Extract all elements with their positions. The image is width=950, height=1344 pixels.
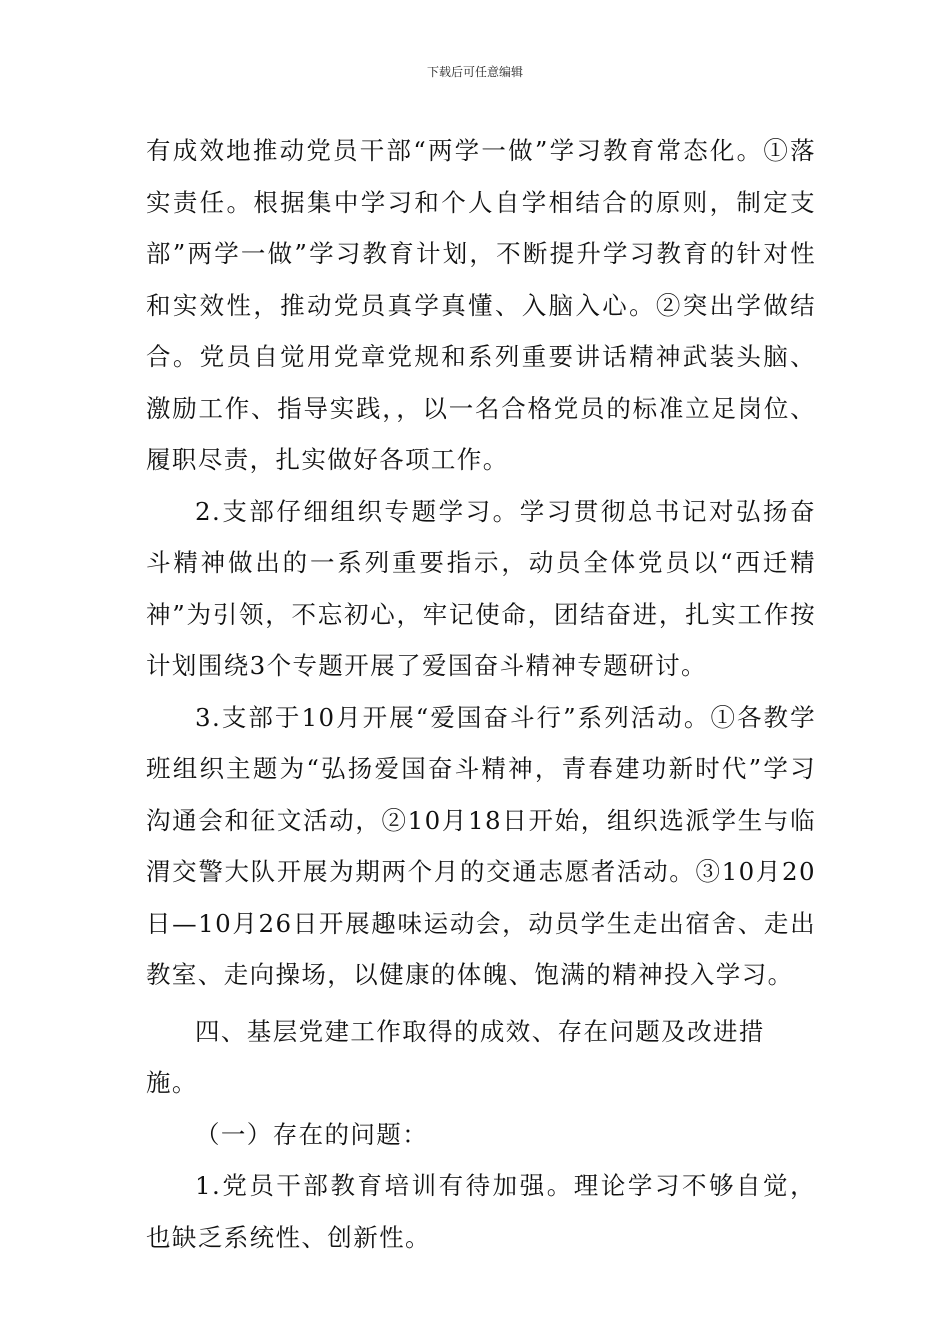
document-body: [146, 125, 816, 1263]
section-heading: 四、基层党建工作取得的成效、存在问题及改进措施。: [146, 1016, 765, 1097]
subsection-heading: （一）存在的问题：: [195, 1119, 429, 1149]
paragraph-item-3: 3.支部于10月开展“爱国奋斗行”系列活动。①各教学班组织主题为“弘扬爱国奋斗精神，青春建功新时代”学习沟通会和征文活动，②10月18日开始，组织选派学生与临渭交警大队开展为期两个月的交通志愿者活动。③10月20日—10月26日开展趣味运动会，动员学生走出宿舍、走出教室、走向操场，以健康的体魄、饱满的精神投入学习。: [146, 702, 816, 989]
paragraph-problem-1: 1.党员干部教育培训有待加强。理论学习不够自觉，也缺乏系统性、创新性。: [146, 1171, 816, 1252]
paragraph-item-2: 2.支部仔细组织专题学习。学习贯彻总书记对弘扬奋斗精神做出的一系列重要指示，动员全体党员以“西迁精神”为引领，不忘初心，牢记使命，团结奋进，扎实工作按计划围绕3个专题开展了爱国奋斗精神专题研讨。: [146, 496, 816, 680]
page-header-note: 下载后可任意编辑: [426, 65, 523, 79]
paragraph-continuation: 有成效地推动党员干部“两学一做”学习教育常态化。①落实责任。根据集中学习和个人自学相结合的原则，制定支部”两学一做”学习教育计划，不断提升学习教育的针对性和实效性，推动党员真学真懂、入脑入心。②突出学做结合。党员自觉用党章党规和系列重要讲话精神武装头脑、激励工作、指导实践，，以一名合格党员的标准立足岗位、履职尽责，扎实做好各项工作。: [146, 136, 816, 474]
